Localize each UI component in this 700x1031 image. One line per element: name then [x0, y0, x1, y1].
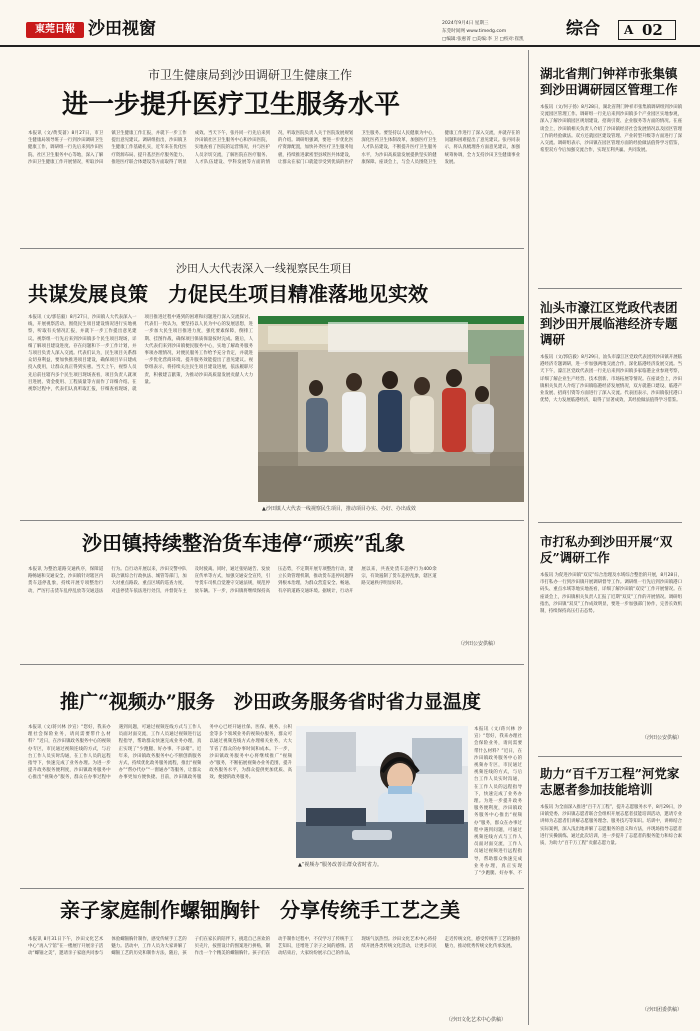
article4-body-continued: [474, 726, 522, 876]
page-prefix: A: [624, 23, 634, 37]
page-number: 02: [642, 21, 663, 39]
sidebar-article-4-headline: 助力“百千万工程”河党家志愿者参加技能培训: [540, 766, 680, 797]
sidebar-article-3-source: （沙田公安供稿）: [641, 735, 682, 741]
article4-body: 本报讯（文/蒋兴林 沙宣）“您好，我来办理社会保险业务，请问需要带什么材料？”近日，在沙田镇政务服务中心的视频办专区，市民通过视频连线的方式，与后台工作人员实时沟通，在工作人员的远程指导下，快速完成了业务办理。为进一步提升政务服务便利度，沙田镇政务服务中心推出“视频办”服务，群众在办事过程中遇到问题，可通过视频连线方式与工作人员面对面交流，工作人员通过视频进行远程指导，帮助群众快速完成业务办理，真正实现了“少跑腿、好办事、不添堵”。近年来，沙田镇政务服务中心不断创新服务方式，持续优化政务服务流程，推出“视频办”“帮办代办”“一窗通办”等服务，让群众办事更加方便快捷。目前，沙田镇政务服务中心已经开通社保、医保、税务、公积金等多个领域业务的视频办服务，群众可以通过视频连线方式办理相关业务，大大节省了群众的办事时间和成本。下一步，沙田镇政务服务中心将继续推广“视频办”服务，不断拓展视频办业务范围，提升政务服务水平，为群众提供更加优质、高效、便捷的政务服务。: [28, 725, 292, 781]
sidebar-article-2-headline: 汕头市濠江区党政代表团到沙田开展临港经济专题调研: [540, 300, 678, 347]
sidebar-article-4-body: 本报讯 为全面深入推进“百千万工程”，提升志愿服务水平，8月29日，沙田镇党委、沙田镇志愿者联合会组织开展志愿者技能培训活动，邀请专业讲师为志愿者们讲解志愿服务理念、服务技巧等知识。培训中，讲师结合实际案例，深入浅出地讲解了志愿服务的意义和方法，并现场指导志愿者进行实操演练。通过此次培训，进一步提升了志愿者的服务能力和综合素质，为助力“百千万工程”贡献志愿力量。: [540, 805, 682, 847]
sidebar-rule-2: [538, 522, 682, 523]
sidebar-article-2-body: 本报讯（文/郭信毅）8月29日，汕头市濠江区党政代表团到沙田镇开展临港经济专题调研，进一步加强两地交流合作，深化临港经济发展交流。当天下午，濠江区党政代表团一行先后来到沙田镇多家临港企业参观考察，详细了解企业生产经营、技术创新、市场拓展等情况。在座谈会上，沙田镇相关负责人介绍了沙田镇临港经济发展情况，双方就港口建设、临港产业发展、招商引资等方面进行了深入交流。代表团表示，沙田镇依托港口优势，大力发展临港经济，取得了显著成效，其经验做法值得学习借鉴。: [540, 355, 682, 404]
article2-photo-caption: ▲沙田镇人大代表一线视察民生项目，推动项目办实、办好、办出成效: [262, 506, 416, 512]
masthead: [0, 0, 700, 46]
article1-rule: [20, 248, 524, 249]
article5-headline: 亲子家庭制作螺钿胸针 分享传统手工艺之美: [60, 898, 460, 922]
article4-rule: [20, 888, 524, 889]
site-line: 东莞时间网 www.timedg.com: [442, 29, 507, 34]
masthead-rule: [0, 45, 700, 47]
section-name: 沙田视窗: [88, 19, 156, 39]
article5-source: （沙田文化艺术中心供稿）: [446, 1017, 507, 1023]
newspaper-logo-text: 東莞日報: [35, 24, 75, 35]
sidebar-article-3-headline: 市打私办到沙田开展“双反”调研工作: [540, 534, 673, 565]
sidebar-article-4: [540, 766, 682, 1013]
date-line: 2024年9月4日 星期三: [442, 21, 489, 26]
article2-body: 本报讯（文/郭信毅）8月27日，沙田镇人大代表深入一线，开展视察活动，围绕民生项目建设情况进行实地视察，听取有关情况汇报，并就下一步工作提出意见建议。视察组一行先后来到沙田镇多个民生项目现场，详细了解项目建设进度、存在问题和下一步工作计划，并与项目负责人深入交流。代表们认为，民生项目关系群众切身利益，要加快推进项目建设，确保项目早日建成投入使用，让群众真正得到实惠。当天上午，视察人员先后前往辖内多个民生项目现场查看，项目负责人就项目进展、资金使用、工程质量等方面作了详细介绍。在视察过程中，代表们认真听取汇报，仔细查看现场，就项目推进过程中遇到的困难和问题进行深入交流探讨。代表们一致认为，要坚持以人民为中心的发展思想，进一步加大民生项目推进力度，强化要素保障，倒排工期、挂图作战，确保项目保质保量按时完成。随后，人大代表们来到沙田镇便民服务中心，实地了解政务服务事项办理情况，对便民服务工作给予充分肯定，并就进一步优化营商环境、提升服务效能提出了意见建议。视察组表示，将持续关注民生项目建设进展，依法履职尽责，积极建言献策，为推动沙田高质量发展贡献人大力量。: [28, 315, 253, 393]
article4-photo: [296, 726, 468, 858]
sidebar-article-1-headline: 湖北省荆门钟祥市张集镇到沙田调研园区管理工作: [540, 66, 678, 97]
sidebar-article-4-source: （沙田团委供稿）: [641, 1007, 682, 1013]
sidebar-article-1: [540, 66, 682, 254]
sidebar-divider: [528, 50, 529, 1025]
article4-headline: 推广“视频办”服务 沙田政务服务省时省力显温度: [60, 691, 481, 713]
article1-body: 本报讯（文/黄雯蔷）8月27日，市卫生健康局领导班子一行到沙田调研卫生健康工作，调研组一行先后来到沙田医院、社区卫生服务中心等地，深入了解沙田卫生健康工作开展情况，听取沙田镇卫生健康工作汇报，并就下一步工作提出意见建议。调研组指出，沙田镇卫生健康工作基础扎实，近年来在优化医疗资源布局、提升基层医疗服务能力、推进医疗联合体建设等方面取得了明显成效。当天下午，张丹同一行先后来到沙田镇社区卫生服务中心和沙田医院，实地查看了医院的运营情况，并与医护人员亲切交流，了解医院在医疗服务、人才队伍建设、学科发展等方面的情况，听取医院负责人关于医院发展规划的介绍。调研组强调，要进一步优化医疗资源配置，加快补齐医疗卫生服务短板，持续推进紧密型县域医共体建设，让群众在家门口就能享受到优质的医疗卫生服务。要坚持以人民健康为中心，深化医药卫生体制改革，加强医疗卫生人才队伍建设，不断提升医疗卫生服务水平，为沙田高质量发展提供坚实的健康保障。座谈会上，与会人员围绕卫生健康工作进行了深入交流，并就存在的问题和困难提出了意见建议。张丹同表示，将认真梳理各方面意见建议，加强统筹协调，全力支持沙田卫生健康事业发展。: [28, 131, 520, 165]
sidebar-article-1-body: 本报讯（文/何子扬）8月28日，湖北省荆门钟祥市张集镇调研组到沙田镇交流园区管理工作。调研组一行先后来到沙田镇多个产业园区实地参观，深入了解沙田镇园区规划建设、招商引资、企业服务等方面的情况。在座谈会上，沙田镇相关负责人介绍了沙田镇经济社会发展情况以及园区管理工作的经验做法。双方还就园区建设管理、产业转型升级等方面进行了深入交流。调研组表示，沙田镇在园区管理方面的经验做法值得学习借鉴，希望双方今后加强交流合作，实现互利共赢、共同发展。: [540, 105, 682, 154]
article3-body: 本报讯 为整治道路交通秩序，保障道路畅通和交通安全，沙田镇针对辖区内货车违停乱象，持续开展专项整治行动，严厉打击货车乱停乱放等交通违法行为。自行动开展以来，沙田交警中队联合镇综合行政执法、城管等部门，加大对重点路段、重点区域的巡查力度，对违停货车依法进行处罚，并督促车主及时驶离。同时，通过张贴通告、发放宣传单等方式，加强交通安全宣传，引导货车司机自觉遵守交通法规，规范停放车辆。下一步，沙田镇将继续保持高压态势，不定期开展专项整治行动，建立长效管理机制，推动货车违停问题得到根本治理，为群众营造安全、畅通、有序的道路交通环境。据统计，行动开展以来，共查处货车违停行为400余宗，有效遏制了货车违停乱象，辖区道路交通秩序明显好转。: [28, 567, 437, 594]
sidebar-article-3: [540, 534, 682, 741]
sidebar-article-3-body: 本报讯 为促进沙田镇“双反”综合治理及水域综合整治的开展，8月28日，市打私办一行到沙田镇开展调研督导工作。调研组一行先后到沙田镇港口码头、重点水域等地实地查看，详细了解沙田镇“双反”工作开展情况。在座谈会上，沙田镇相关负责人汇报了近期“双反”工作的开展情况。调研组指出，沙田镇“双反”工作成效明显，要进一步加强部门协作，完善长效机制，持续保持高压打击态势。: [540, 573, 682, 615]
article5-body: 本报讯 8月31日下午，沙田文化艺术中心“再入宁馆”在一楼展厅开展亲子活动“螺钿之美”，邀请亲子家庭共同参与体验螺钿胸针制作，感受传统手工艺的魅力。活动中，工作人员为大家讲解了螺钿工艺的历史和制作方法，随后，孩子们在家长的陪伴下，挑选自己喜欢的贝壳片，按照设计的图案进行拼贴，制作出一个个精美的螺钿胸针。孩子们在动手制作过程中，不仅学习了传统手工艺知识，还增进了亲子之间的感情。活动结束后，大家纷纷展示自己的作品，现场气氛热烈。沙田文化艺术中心将持续开展各类传统文化活动，让更多市民走近传统文化，感受传统手工艺的独特魅力，推动优秀传统文化传承发展。: [28, 937, 520, 957]
article4-photo-caption: ▲“视频办”服务改善让群众省时省力。: [298, 862, 383, 868]
category-label: 综合: [566, 19, 600, 39]
sidebar: [534, 52, 684, 1027]
article2-kicker: 沙田人大代表深入一线视察民生项目: [176, 262, 352, 275]
sidebar-rule-3: [538, 756, 682, 757]
article3-source: （沙田公安供稿）: [458, 641, 499, 647]
sidebar-rule-1: [538, 288, 682, 289]
editors-line: □编辑:张惠菁 □美编:李 卫 □校对:崔凯: [442, 37, 524, 42]
article2-photo: [258, 316, 524, 502]
article3-headline: 沙田镇持续整治货车违停“顽疾”乱象: [82, 531, 406, 555]
sidebar-article-2: [540, 300, 682, 524]
article1-kicker: 市卫生健康局到沙田调研卫生健康工作: [148, 68, 353, 82]
article3-rule: [20, 664, 524, 665]
article2-rule: [20, 520, 524, 521]
article4-body-right-column: 本报讯（文/蒋兴林 沙宣）“您好，我来办理社会保险业务，请问需要带什么材料？”近日，在沙田镇政务服务中心的视频办专区，市民通过视频连线的方式，与后台工作人员实时沟通，在工作人员的远程指导下，快速完成了业务办理。为进一步提升政务服务便利度，沙田镇政务服务中心推出“视频办”服务，群众在办事过程中遇到问题，可通过视频连线方式与工作人员面对面交流，工作人员通过视频进行远程指导，帮助群众快速完成业务办理，真正实现了“少跑腿、好办事、不: [474, 727, 522, 876]
article2-headline: 共谋发展良策 力促民生项目精准落地见实效: [28, 282, 428, 306]
article1-headline: 进一步提升医疗卫生服务水平: [62, 90, 401, 120]
